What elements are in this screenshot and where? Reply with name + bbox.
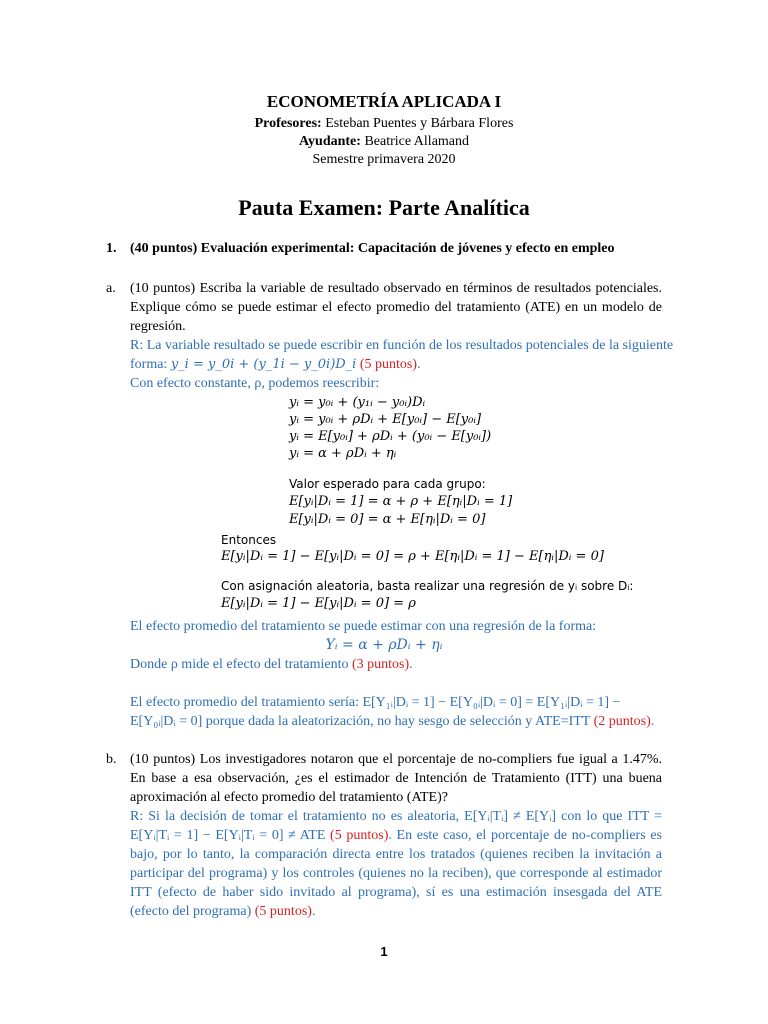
qa-answer-period: . [417,357,421,372]
ate-text: E[Y₀ᵢ|Dᵢ = 0] porque dada la aleatorización, no hay sesgo de selección y ATE=ITT [130,714,594,729]
ate-period: . [650,714,655,729]
qa-question: (10 puntos) Escriba la variable de resultado observado en términos de resultados potenciales. Explique cómo se puede estimar el efecto promedio del tratamiento (ATE) en un modelo de regresión. [130,281,662,334]
professors-line [0,116,768,132]
qa-answer-equation: y_i = y_0i + (y_1i − y_0i)D_i [170,357,357,372]
expected-eq-1: E[yᵢ|Dᵢ = 1] = α + ρ + E[ηᵢ|Dᵢ = 1] [289,494,513,509]
assistant-line [0,134,768,150]
qb-answer-body: . En este caso, el porcentaje de no-compliers es bajo, por lo tanto, la comparación directa entre los tratados (quienes reciben la invitación a participar del programa) y los controles (quienes no la reciben), que corresponde al estimador ITT (efecto de haber sido invitado al programa), sí es una estimación insesgada del ATE (efecto del programa) [130,828,662,919]
assistant-label: Ayudante: [298,134,361,149]
assistant-name: Beatrice Allamand [360,134,470,149]
qa-answer-line2 [130,355,421,374]
qa-marker: a. [106,281,116,296]
entonces-label: Entonces [221,533,277,547]
expected-title: Valor esperado para cada grupo: [289,477,486,491]
random-assignment-text: Con asignación aleatoria, basta realizar una regresión de yᵢ sobre Dᵢ: [221,579,634,593]
regression-equation: Yᵢ = α + ρDᵢ + ηᵢ [325,637,443,653]
eq-line-1: yᵢ = y₀ᵢ + (y₁ᵢ − y₀ᵢ)Dᵢ [289,395,426,410]
ate-line2 [130,712,654,731]
eq-line-2: yᵢ = y₀ᵢ + ρDᵢ + E[y₀ᵢ] − E[y₀ᵢ] [289,412,482,427]
expected-eq-2: E[yᵢ|Dᵢ = 0] = α + E[ηᵢ|Dᵢ = 0] [289,512,486,527]
page-number: 1 [380,944,388,959]
qa-points-2: (2 puntos) [593,714,651,729]
eq-line-3: yᵢ = E[y₀ᵢ] + ρDᵢ + (y₀ᵢ − E[y₀ᵢ]) [289,429,492,444]
qa-answer-line1: R: La variable resultado se puede escribir en función de los resultados potenciales de la siguiente [130,338,674,353]
qa-points-3: (3 puntos) [351,657,410,672]
course-title: ECONOMETRÍA APLICADA I [266,92,502,111]
semester-line: Semestre primavera 2020 [312,152,456,167]
qb-answer [130,807,662,921]
qb-marker: b. [106,752,117,767]
eq-line-4: yᵢ = α + ρDᵢ + ηᵢ [289,446,397,461]
ate-line1: El efecto promedio del tratamiento sería: E[Y₁ᵢ|Dᵢ = 1] − E[Y₀ᵢ|Dᵢ = 0] = E[Y₁ᵢ|Dᵢ = 1] − [130,695,621,710]
entonces-equation: E[yᵢ|Dᵢ = 1] − E[yᵢ|Dᵢ = 0] = ρ + E[ηᵢ|Dᵢ = 1] − E[ηᵢ|Dᵢ = 0] [221,549,604,564]
q1-heading: (40 puntos) Evaluación experimental: Capacitación de jóvenes y efecto en empleo [130,241,615,256]
donde-text: Donde ρ mide el efecto del tratamiento [130,657,352,672]
donde-period: . [409,657,413,672]
regression-text: El efecto promedio del tratamiento se puede estimar con una regresión de la forma: [130,619,597,634]
qb-answer-line1: R: Si la decisión de tomar el tratamiento no es aleatoria, E[Yᵢ|Tᵢ] ≠ E[Yᵢ] con lo que ITT = [130,809,662,824]
qb-points-5a: (5 puntos) [330,828,389,843]
qb-points-5b: (5 puntos) [254,904,312,919]
qb-answer-itt-eq: E[Yᵢ|Tᵢ = 1] − E[Yᵢ|Tᵢ = 0] ≠ ATE [130,828,331,843]
qa-points-5: (5 puntos) [356,357,418,372]
professors-names: Esteban Puentes y Bárbara Flores [321,116,514,131]
qb-answer-period: . [311,904,316,919]
professors-label: Profesores: [254,116,322,131]
qb-question: (10 puntos) Los investigadores notaron que el porcentaje de no-compliers fue igual a 1.47%. En base a esa observación, ¿es el estimador de Intención de Tratamiento (ITT) una buena aproximación al efecto promedio del tratamiento (ATE)? [130,752,662,805]
donde-line [130,655,413,674]
random-assignment-equation: E[yᵢ|Dᵢ = 1] − E[yᵢ|Dᵢ = 0] = ρ [221,596,416,611]
exam-title: Pauta Examen: Parte Analítica [238,195,530,220]
q1-number: 1. [106,241,117,256]
qa-answer-forma: forma: [130,357,171,372]
qa-constant-effect: Con efecto constante, ρ, podemos reescribir: [130,376,380,391]
